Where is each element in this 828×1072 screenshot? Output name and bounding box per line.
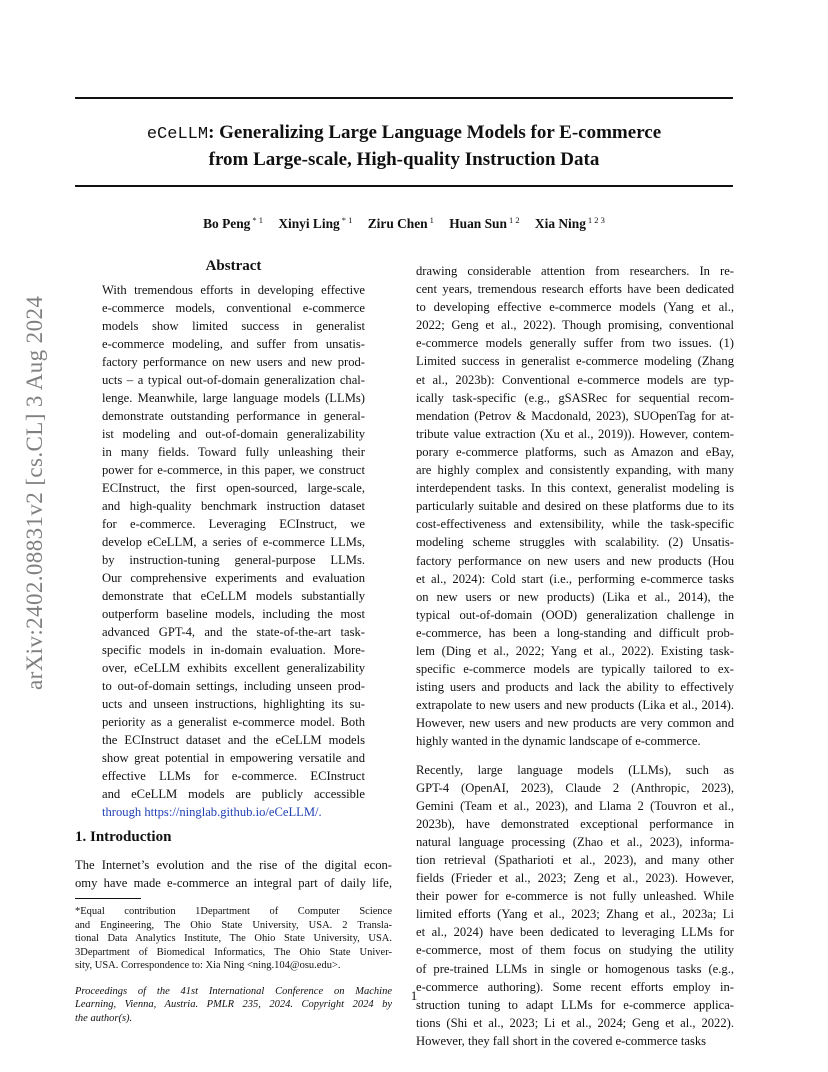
abstract-line: power for e-commerce, in this paper, we construct	[102, 463, 365, 477]
body-line: GPT-4 (OpenAI, 2023), Claude 2 (Anthropic, 2023),	[416, 780, 734, 795]
author: Xia Ning $^{1 2 3}$	[534, 215, 605, 231]
body-line: lem (Ding et al., 2022; Yang et al., 2022). Existing task-	[416, 643, 734, 658]
project-link[interactable]: through https://ninglab.github.io/eCeLLM/.	[102, 805, 322, 819]
abstract-line: demonstrate outstanding performance in general-	[102, 409, 365, 423]
paragraph	[416, 262, 734, 751]
proceedings-line: Proceedings of the 41st International Conference on Machine	[75, 985, 392, 997]
author: Xinyi Ling $^{* 1}$	[278, 215, 353, 231]
body-line: limited efforts (Yang et al., 2023; Zhang et al., 2023a; Li	[416, 907, 734, 922]
author: Ziru Chen $^1$	[367, 215, 434, 231]
body-line: typical out-of-domain (OOD) generalization challenge in	[416, 607, 734, 622]
abstract-line: develop eCeLLM, a series of e-commerce LLMs,	[102, 535, 365, 549]
abstract-line: ucts and unseen instructions, highlighting its su-	[102, 697, 365, 711]
footnote-rule	[75, 898, 141, 899]
abstract-line: ECInstruct, the first open-sourced, large-scale,	[102, 481, 365, 495]
body-line: on new users or new products) (Lika et al., 2014), the	[416, 589, 734, 604]
abstract-line: ist modeling and out-of-domain generalizability	[102, 427, 365, 441]
abstract-line: outperform baseline models, including the most	[102, 607, 365, 621]
title-mono-part: eCeLLM	[146, 125, 209, 144]
body-line: extrapolate to new users and new products (Lika et al., 2014).	[416, 698, 734, 713]
footnote-line: and Engineering, The Ohio State University, USA. 2 Transla-	[75, 919, 392, 931]
body-line: factory performance on new users and new products (Hou	[416, 553, 734, 568]
footnote-line: tional Data Analytics Institute, The Ohio State University, USA.	[75, 933, 392, 945]
abstract-line: ucts – a typical out-of-domain generalization chal-	[102, 373, 365, 387]
abstract-line: to out-of-domain settings, including unseen prod-	[102, 679, 365, 693]
page-number: 1	[410, 988, 418, 1003]
section-heading-introduction: 1. Introduction	[75, 829, 172, 845]
body-line: e-commerce models generally suffer from two issues. (1)	[416, 336, 734, 351]
body-line: et al., 2024) have been dedicated to leveraging LLMs for	[416, 925, 734, 940]
paragraph	[416, 761, 734, 1051]
body-line: highly wanted in the dynamic landscape of e-commerce.	[416, 734, 701, 749]
author: Huan Sun $^{1 2}$	[449, 215, 520, 231]
author-list	[75, 215, 733, 232]
body-line: are highly complex and consistently expanding, with many	[416, 463, 734, 478]
body-line: particularly suitable and desired on these platforms due to its	[416, 499, 734, 514]
abstract-line: advanced GPT-4, and the state-of-the-art task-	[102, 625, 365, 639]
author-affiliation: 1 2	[508, 215, 520, 225]
abstract-line: by instruction-tuning general-purpose LLMs.	[102, 553, 365, 567]
body-line: Gemini (Team et al., 2023), and Llama 2 (Touvron et al.,	[416, 798, 734, 813]
abstract-line: the ECInstruct dataset and the eCeLLM models	[102, 733, 365, 747]
abstract-line: Our comprehensive experiments and evaluation	[102, 571, 365, 585]
abstract-line: factory performance on new users and new prod-	[102, 355, 365, 369]
body-line: to developing effective e-commerce models (Yang et al.,	[416, 300, 734, 315]
abstract-line: e-commerce modeling, and suffer from unsatis-	[102, 337, 365, 351]
body-line: tion retrieval (Spatharioti et al., 2023), and many other	[416, 853, 734, 867]
body-line: et al., 2023b): Conventional e-commerce models are typ-	[416, 372, 734, 387]
body-line: Recently, large language models (LLMs), such as	[416, 762, 734, 777]
title-line1: : Generalizing Large Language Models for E-commerce	[208, 122, 662, 143]
body-line: mendation (Petrov & Macdonald, 2023), SUOpenTag for at-	[416, 408, 734, 423]
abstract-line: specific models in in-domain evaluation. More-	[102, 643, 365, 657]
author-affiliation: * 1	[341, 215, 353, 225]
author-affiliation: * 1	[252, 215, 263, 225]
abstract-line: effective LLMs for e-commerce. ECInstruct	[102, 769, 365, 783]
body-line: cost-effectiveness and extensibility, while the task-specific	[416, 517, 734, 532]
body-line: Limited success in generalist e-commerce modeling (Zhang	[416, 354, 734, 369]
abstract-line: in many fields. Toward fully unleashing their	[102, 445, 365, 459]
body-line: drawing considerable attention from researchers. In re-	[416, 264, 734, 278]
abstract-line: show great potential in empowering versatile and	[102, 751, 365, 765]
intro-line: omy have made e-commerce an integral part of daily life,	[75, 876, 392, 891]
abstract-line: for e-commerce. Leveraging ECInstruct, we	[102, 517, 365, 531]
body-line: natural language processing (Zhao et al., 2023), informa-	[416, 834, 734, 849]
abstract-line: and eCeLLM models are publicly accessible	[102, 787, 365, 801]
body-line: 2022; Geng et al., 2022). Though promising, conventional	[416, 318, 734, 333]
abstract-line: demonstrate that eCeLLM models substantially	[102, 589, 365, 603]
abstract-line: over, eCeLLM exhibits excellent generalizability	[102, 661, 365, 675]
body-line: specific e-commerce models are typically tailored to ex-	[416, 662, 734, 677]
body-line: modeling scheme struggles with scalability. (2) Unsatis-	[416, 535, 734, 550]
body-line: However, they fall short in the covered e-commerce tasks	[416, 1033, 707, 1048]
intro-line: The Internet’s evolution and the rise of the digital econ-	[75, 858, 392, 872]
abstract-line: e-commerce models, conventional e-commerce	[102, 301, 365, 315]
body-line: e-commerce authoring). Some recent efforts employ in-	[416, 979, 734, 994]
body-line: e-commerce, most of them focus on studying the utility	[416, 943, 734, 958]
abstract-line: lenge. Meanwhile, large language models (LLMs)	[102, 391, 365, 405]
body-line: fields (Frieder et al., 2023; Zeng et al., 2023). However,	[416, 871, 734, 886]
body-line: cent years, tremendous research efforts have been dedicated	[416, 282, 734, 297]
top-rule	[75, 97, 733, 99]
proceedings-line: Learning, Vienna, Austria. PMLR 235, 2024. Copyright 2024 by	[75, 999, 392, 1011]
abstract-line: and high-quality benchmark instruction dataset	[102, 499, 365, 513]
body-line: of pre-trained LLMs in single or homogenous tasks (e.g.,	[416, 961, 734, 976]
left-column	[75, 258, 392, 1025]
abstract-line: models show limited success in generalist	[102, 319, 365, 333]
abstract-heading: Abstract	[205, 258, 262, 274]
body-line: isting users and products and lack the ability to effectively	[416, 680, 734, 695]
footnotes	[75, 905, 392, 1025]
body-line: 2023b), have demonstrated exceptional performance in	[416, 816, 734, 831]
author: Bo Peng $^{* 1}$	[203, 215, 263, 231]
abstract-line: With tremendous efforts in developing effective	[102, 283, 365, 297]
proceedings-line: the author(s).	[75, 1012, 133, 1024]
body-line: et al., 2024): Cold start (i.e., performing e-commerce tasks	[416, 571, 734, 586]
body-line: their power for e-commerce is not fully unleashed. While	[416, 889, 734, 904]
title-line2: from Large-scale, High-quality Instruction Data	[208, 149, 600, 170]
body-line: ically task-specific (e.g., gSASRec for sequential recom-	[416, 390, 734, 405]
right-column	[416, 262, 734, 1050]
arxiv-identifier[interactable]: arXiv:2402.08831v2 [cs.CL] 3 Aug 2024	[22, 295, 47, 690]
body-line: interdependent tasks. In this context, generalist modeling is	[416, 481, 734, 496]
body-line: struction tuning to adapt LLMs for e-commerce applica-	[416, 997, 734, 1012]
abstract-line: periority as a generalist e-commerce model. Both	[102, 715, 365, 729]
author-affiliation: 1	[429, 215, 434, 225]
paper-title	[75, 120, 733, 172]
abstract-body	[75, 281, 392, 821]
body-line: e-commerce, has been a long-standing and difficult prob-	[416, 625, 734, 640]
body-line: tions (Shi et al., 2023; Li et al., 2024; Geng et al., 2022).	[416, 1015, 734, 1030]
body-line: However, new users and new products are very common and	[416, 716, 734, 731]
footnote-line: *Equal contribution 1Department of Computer Science	[75, 906, 392, 918]
author-affiliation: 1 2 3	[587, 215, 605, 225]
body-line: tribute value extraction (Xu et al., 2019)). However, contem-	[416, 426, 734, 441]
bottom-title-rule	[75, 185, 733, 187]
footnote-line: 3Department of Biomedical Informatics, The Ohio State Univer-	[75, 946, 392, 958]
footnote-line: sity, USA. Correspondence to: Xia Ning <ning.104@osu.edu>.	[75, 960, 341, 972]
body-line: porary e-commerce platforms, such as Amazon and eBay,	[416, 444, 734, 459]
